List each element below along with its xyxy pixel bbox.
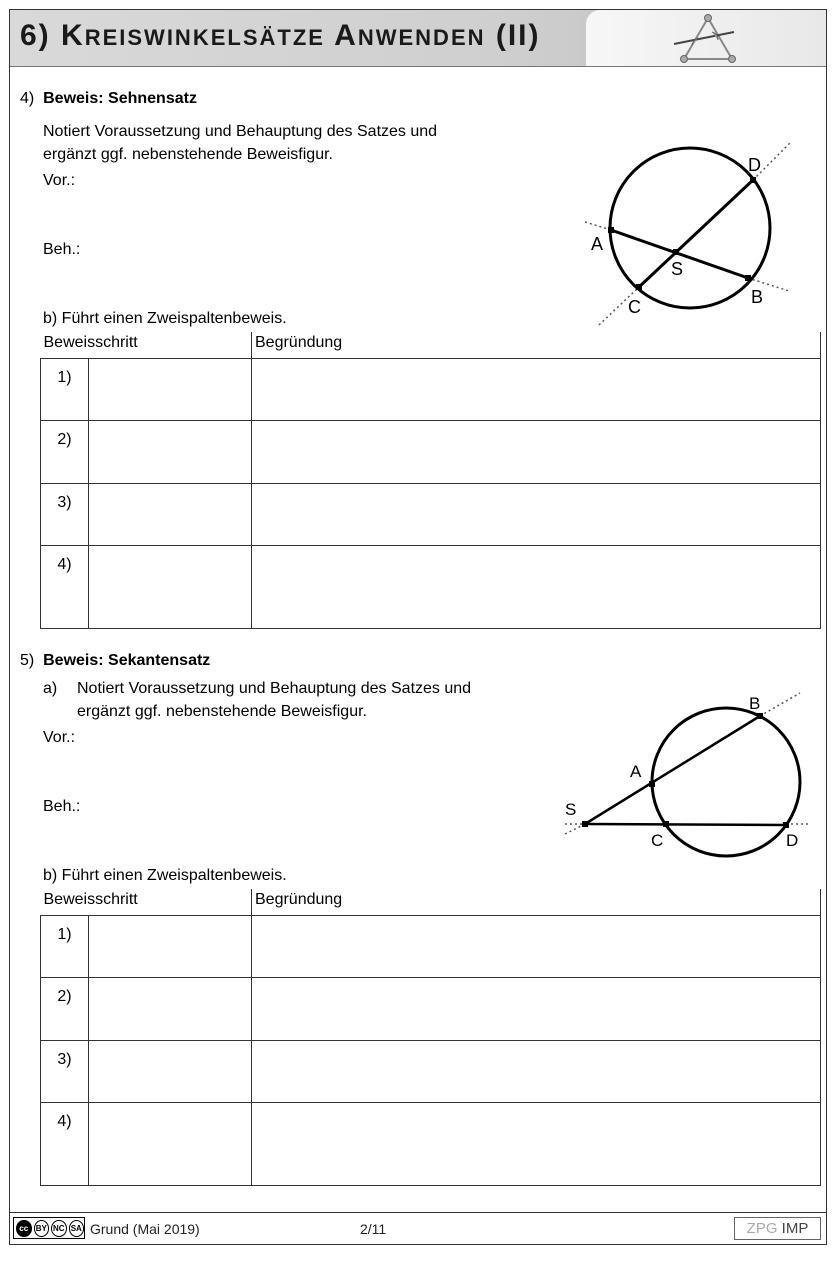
row-number: 2) xyxy=(41,978,89,1041)
cc-by-icon: BY xyxy=(34,1220,50,1237)
figure4-label-d: D xyxy=(748,155,761,175)
row-number: 4) xyxy=(41,1103,89,1186)
table-row xyxy=(41,1103,821,1186)
step-cell[interactable] xyxy=(89,1103,252,1186)
reason-cell[interactable] xyxy=(252,1041,821,1103)
task5-intro-line2: ergänzt ggf. nebenstehende Beweisfigur. xyxy=(77,703,367,720)
figure5-circle xyxy=(652,708,800,856)
task5-part-a-marker: a) xyxy=(43,680,58,697)
task5-proof-table xyxy=(40,889,821,1186)
reason-cell[interactable] xyxy=(252,546,821,629)
table-row xyxy=(41,546,821,629)
figure5-line-ab-ext-b xyxy=(760,693,800,716)
row-number: 4) xyxy=(41,546,89,629)
task5-intro-line1: Notiert Voraussetzung und Behauptung des Satzes und xyxy=(77,680,472,697)
table-row xyxy=(41,359,821,421)
reason-cell[interactable] xyxy=(252,916,821,978)
task4-part-b: b) Führt einen Zweispaltenbeweis. xyxy=(43,310,287,327)
reason-cell[interactable] xyxy=(252,484,821,546)
step-cell[interactable] xyxy=(89,546,252,629)
column-header-reason: Begründung xyxy=(252,332,821,359)
task5-beh-label: Beh.: xyxy=(43,798,81,815)
figure4-point-c xyxy=(636,284,642,290)
zpg-imp-logo: ZPG IMP xyxy=(734,1217,821,1240)
figure5-point-s xyxy=(582,821,588,827)
figure5-label-b: B xyxy=(749,694,761,713)
cc-sa-icon: SA xyxy=(69,1220,85,1237)
task5-title: Beweis: Sekantensatz xyxy=(43,652,211,669)
reason-cell[interactable] xyxy=(252,421,821,484)
figure5-point-d xyxy=(783,822,789,828)
table-row xyxy=(41,978,821,1041)
row-number: 2) xyxy=(41,421,89,484)
task5-part-b: b) Führt einen Zweispaltenbeweis. xyxy=(43,867,287,884)
geometry-logo-icon xyxy=(586,10,826,66)
table-row xyxy=(41,916,821,978)
task4-vor-label: Vor.: xyxy=(43,172,76,189)
figure4-label-s: S xyxy=(671,259,684,279)
figure5-point-b xyxy=(757,713,763,719)
title-number: 6) xyxy=(20,19,51,52)
page-title xyxy=(20,19,541,53)
reason-cell[interactable] xyxy=(252,359,821,421)
step-cell[interactable] xyxy=(89,916,252,978)
figure4-point-a xyxy=(608,227,614,233)
figure4-chord-cd xyxy=(639,180,753,287)
figure4-line-ab-ext-a xyxy=(585,222,611,230)
footer-author: Grund (Mai 2019) xyxy=(90,1221,200,1237)
figure4-label-a: A xyxy=(591,234,604,254)
step-cell[interactable] xyxy=(89,421,252,484)
figure5-label-a: A xyxy=(630,762,642,781)
title-suffix: (II) xyxy=(495,19,541,52)
page-footer xyxy=(10,1212,826,1245)
figure4-point-s xyxy=(673,249,679,255)
table-row xyxy=(41,484,821,546)
figure4-point-d xyxy=(750,177,756,183)
figure4-label-b: B xyxy=(751,287,764,307)
cc-logo-icon: cc xyxy=(16,1220,32,1237)
figure5-point-a xyxy=(649,781,655,787)
column-header-reason: Begründung xyxy=(252,889,821,916)
reason-cell[interactable] xyxy=(252,978,821,1041)
cc-nc-icon: NC xyxy=(51,1220,67,1237)
title-word-1: KREISWINKELSÄTZE xyxy=(61,19,325,52)
table-header-row xyxy=(41,889,821,916)
step-cell[interactable] xyxy=(89,1041,252,1103)
title-word-2: ANWENDEN xyxy=(334,19,486,52)
secant-theorem-figure xyxy=(560,688,810,858)
step-cell[interactable] xyxy=(89,484,252,546)
task4-intro-line1: Notiert Voraussetzung und Behauptung des Satzes und xyxy=(43,123,438,140)
task4-title: Beweis: Sehnensatz xyxy=(43,90,197,107)
column-header-step: Beweisschritt xyxy=(41,889,252,916)
reason-cell[interactable] xyxy=(252,1103,821,1186)
chord-theorem-figure xyxy=(575,135,810,335)
figure5-point-c xyxy=(663,821,669,827)
task4-heading: 4) Beweis: Sehnensatz xyxy=(20,90,197,107)
footer-page-number: 2/11 xyxy=(360,1221,387,1237)
table-row xyxy=(41,421,821,484)
row-number: 3) xyxy=(41,484,89,546)
header-logo-area xyxy=(586,10,826,66)
table-row xyxy=(41,1041,821,1103)
figure5-label-d: D xyxy=(786,831,799,850)
figure4-label-c: C xyxy=(628,297,641,317)
table-header-row xyxy=(41,332,821,359)
figure4-circle xyxy=(610,148,770,308)
task5-vor-label: Vor.: xyxy=(43,729,76,746)
task4-proof-table xyxy=(40,332,821,629)
step-cell[interactable] xyxy=(89,978,252,1041)
column-header-step: Beweisschritt xyxy=(41,332,252,359)
figure5-label-s: S xyxy=(565,800,577,819)
figure5-secant-cd xyxy=(585,824,786,825)
cc-license-badge[interactable] xyxy=(13,1217,85,1239)
step-cell[interactable] xyxy=(89,359,252,421)
figure5-label-c: C xyxy=(651,831,664,850)
task4-beh-label: Beh.: xyxy=(43,241,81,258)
task5-heading: 5) Beweis: Sekantensatz xyxy=(20,652,211,669)
row-number: 1) xyxy=(41,916,89,978)
row-number: 1) xyxy=(41,359,89,421)
figure4-point-b xyxy=(745,275,751,281)
row-number: 3) xyxy=(41,1041,89,1103)
task4-intro-line2: ergänzt ggf. nebenstehende Beweisfigur. xyxy=(43,146,333,163)
